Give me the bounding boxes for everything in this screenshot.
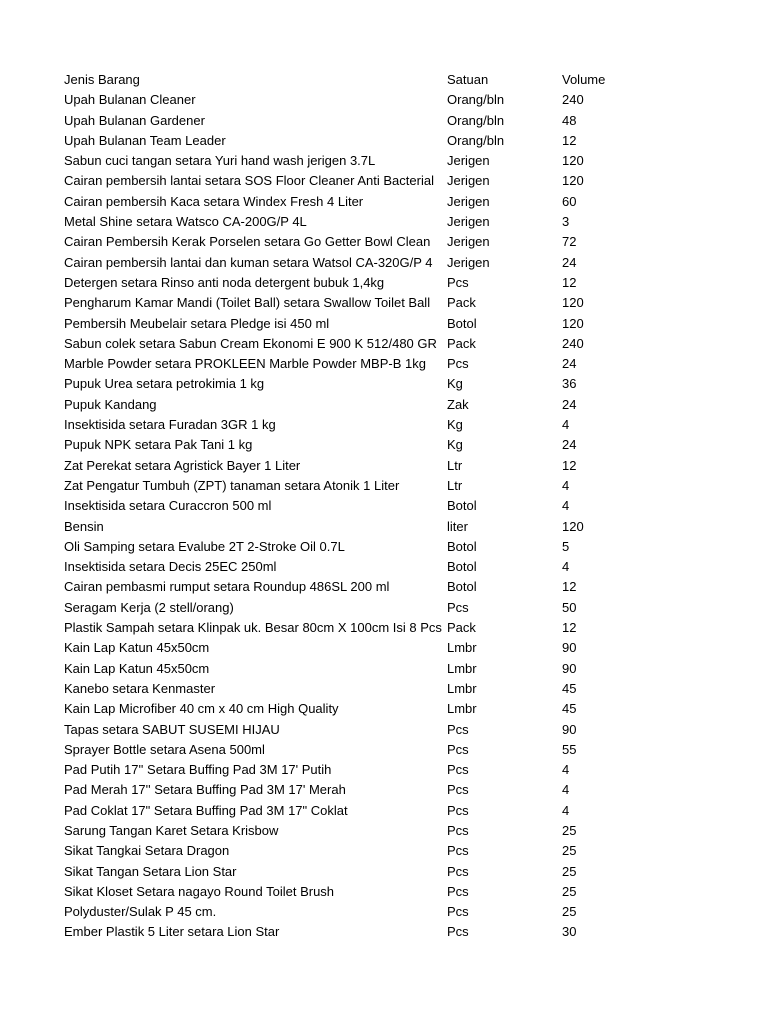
cell-unit: Botol <box>447 498 477 514</box>
cell-volume: 25 <box>562 843 577 859</box>
cell-volume: 12 <box>562 620 577 636</box>
cell-volume: 90 <box>562 640 577 656</box>
cell-item: Upah Bulanan Gardener <box>64 112 205 128</box>
cell-item: Insektisida setara Curaccron 500 ml <box>64 498 272 514</box>
table-row <box>64 253 744 273</box>
cell-item: Sikat Kloset Setara nagayo Round Toilet Brush <box>64 883 335 899</box>
cell-item: Sarung Tangan Karet Setara Krisbow <box>64 822 279 838</box>
cell-unit: Ltr <box>447 457 463 473</box>
table-row <box>64 232 744 252</box>
table-row <box>64 273 744 293</box>
cell-item: Ember Plastik 5 Liter setara Lion Star <box>64 924 280 940</box>
cell-item: Tapas setara SABUT SUSEMI HIJAU <box>64 721 280 737</box>
cell-volume: 4 <box>562 559 570 575</box>
cell-unit: Pcs <box>447 822 469 838</box>
cell-volume: 4 <box>562 498 570 514</box>
table-row <box>64 659 744 679</box>
cell-item: Sprayer Bottle setara Asena 500ml <box>64 741 265 757</box>
table-row <box>64 111 744 131</box>
cell-unit: Pcs <box>447 599 469 615</box>
cell-unit: Botol <box>447 559 477 575</box>
table-row <box>64 314 744 334</box>
cell-item: Cairan Pembersih Kerak Porselen setara Go Getter Bowl Clean <box>64 234 431 250</box>
cell-volume: 4 <box>562 762 570 778</box>
cell-unit: Jerigen <box>447 214 490 230</box>
cell-volume: 50 <box>562 599 577 615</box>
cell-unit: Pcs <box>447 782 469 798</box>
table-row <box>64 821 744 841</box>
cell-item: Insektisida setara Furadan 3GR 1 kg <box>64 417 276 433</box>
cell-item: Pupuk Urea setara petrokimia 1 kg <box>64 376 265 392</box>
header-unit: Satuan <box>447 72 489 87</box>
cell-unit: Pcs <box>447 274 469 290</box>
cell-unit: Lmbr <box>447 680 477 696</box>
cell-item: Sabun cuci tangan setara Yuri hand wash jerigen 3.7L <box>64 153 376 169</box>
table-row <box>64 354 744 374</box>
cell-volume: 12 <box>562 274 577 290</box>
cell-unit: Jerigen <box>447 254 490 270</box>
cell-item: Pad Coklat 17" Setara Buffing Pad 3M 17" Coklat <box>64 802 348 818</box>
cell-item: Pupuk Kandang <box>64 396 157 412</box>
cell-unit: Jerigen <box>447 234 490 250</box>
cell-volume: 55 <box>562 741 577 757</box>
cell-item: Sabun colek setara Sabun Cream Ekonomi E 900 K 512/480 GR <box>64 335 437 351</box>
cell-volume: 24 <box>562 356 577 372</box>
table-row <box>64 557 744 577</box>
cell-volume: 25 <box>562 904 577 920</box>
cell-volume: 120 <box>562 315 584 331</box>
table-row <box>64 496 744 516</box>
cell-unit: Orang/bln <box>447 132 505 148</box>
table-row <box>64 862 744 882</box>
cell-unit: Orang/bln <box>447 92 505 108</box>
cell-volume: 24 <box>562 396 577 412</box>
table-row <box>64 638 744 658</box>
cell-unit: Lmbr <box>447 640 477 656</box>
table-row <box>64 435 744 455</box>
cell-item: Plastik Sampah setara Klinpak uk. Besar 80cm X 100cm Isi 8 Pcs <box>64 620 442 636</box>
header-volume: Volume <box>562 72 606 87</box>
cell-unit: Kg <box>447 437 463 453</box>
cell-volume: 240 <box>562 335 584 351</box>
cell-volume: 60 <box>562 193 577 209</box>
cell-unit: Pack <box>447 620 476 636</box>
cell-unit: liter <box>447 518 468 534</box>
cell-unit: Botol <box>447 315 477 331</box>
cell-unit: Jerigen <box>447 193 490 209</box>
cell-item: Pupuk NPK setara Pak Tani 1 kg <box>64 437 253 453</box>
cell-volume: 90 <box>562 721 577 737</box>
cell-unit: Pcs <box>447 721 469 737</box>
cell-unit: Lmbr <box>447 701 477 717</box>
cell-unit: Pcs <box>447 356 469 372</box>
cell-volume: 240 <box>562 92 584 108</box>
table-row <box>64 780 744 800</box>
cell-item: Upah Bulanan Cleaner <box>64 92 196 108</box>
cell-item: Kain Lap Katun 45x50cm <box>64 660 210 676</box>
table-row <box>64 131 744 151</box>
table-row <box>64 537 744 557</box>
table-row <box>64 374 744 394</box>
table-row <box>64 171 744 191</box>
table-row <box>64 212 744 232</box>
cell-volume: 45 <box>562 701 577 717</box>
cell-item: Insektisida setara Decis 25EC 250ml <box>64 559 277 575</box>
cell-item: Sikat Tangkai Setara Dragon <box>64 843 230 859</box>
cell-item: Kain Lap Katun 45x50cm <box>64 640 210 656</box>
cell-item: Pad Putih 17'' Setara Buffing Pad 3M 17' Putih <box>64 762 332 778</box>
cell-unit: Pcs <box>447 904 469 920</box>
cell-volume: 25 <box>562 863 577 879</box>
cell-unit: Pcs <box>447 762 469 778</box>
cell-volume: 120 <box>562 173 584 189</box>
table-row <box>64 395 744 415</box>
cell-unit: Pack <box>447 295 476 311</box>
table-row <box>64 801 744 821</box>
cell-unit: Pcs <box>447 883 469 899</box>
table-row <box>64 151 744 171</box>
cell-unit: Pcs <box>447 802 469 818</box>
cell-item: Sikat Tangan Setara Lion Star <box>64 863 237 879</box>
table-row <box>64 598 744 618</box>
cell-item: Metal Shine setara Watsco CA-200G/P 4L <box>64 214 307 230</box>
table-row <box>64 720 744 740</box>
cell-unit: Pcs <box>447 843 469 859</box>
header-row <box>64 70 744 90</box>
cell-unit: Kg <box>447 376 463 392</box>
cell-unit: Lmbr <box>447 660 477 676</box>
cell-unit: Pcs <box>447 863 469 879</box>
cell-unit: Zak <box>447 396 469 412</box>
cell-volume: 3 <box>562 214 570 230</box>
cell-item: Seragam Kerja (2 stell/orang) <box>64 599 234 615</box>
table-row <box>64 517 744 537</box>
cell-item: Cairan pembersih lantai dan kuman setara Watsol CA-320G/P 4 <box>64 254 433 270</box>
cell-volume: 36 <box>562 376 577 392</box>
table-row <box>64 841 744 861</box>
cell-volume: 4 <box>562 802 570 818</box>
cell-item: Cairan pembersih lantai setara SOS Floor Cleaner Anti Bacterial <box>64 173 434 189</box>
cell-item: Marble Powder setara PROKLEEN Marble Powder MBP-B 1kg <box>64 356 426 372</box>
cell-item: Cairan pembasmi rumput setara Roundup 486SL 200 ml <box>64 579 390 595</box>
cell-volume: 48 <box>562 112 577 128</box>
cell-unit: Jerigen <box>447 153 490 169</box>
cell-volume: 4 <box>562 782 570 798</box>
cell-volume: 12 <box>562 132 577 148</box>
cell-item: Pengharum Kamar Mandi (Toilet Ball) setara Swallow Toilet Ball <box>64 295 431 311</box>
cell-volume: 25 <box>562 883 577 899</box>
cell-item: Cairan pembersih Kaca setara Windex Fresh 4 Liter <box>64 193 364 209</box>
table-row <box>64 293 744 313</box>
cell-item: Polyduster/Sulak P 45 cm. <box>64 904 217 920</box>
table-row <box>64 922 744 942</box>
table-body <box>64 90 744 942</box>
cell-item: Pad Merah 17'' Setara Buffing Pad 3M 17' Merah <box>64 782 346 798</box>
table-row <box>64 90 744 110</box>
table-row <box>64 456 744 476</box>
cell-unit: Botol <box>447 538 477 554</box>
table-row <box>64 476 744 496</box>
cell-volume: 120 <box>562 295 584 311</box>
table-row <box>64 577 744 597</box>
cell-unit: Pcs <box>447 924 469 940</box>
table-row <box>64 740 744 760</box>
table-row <box>64 415 744 435</box>
cell-item: Oli Samping setara Evalube 2T 2-Stroke Oil 0.7L <box>64 538 345 554</box>
cell-unit: Pack <box>447 335 476 351</box>
cell-volume: 30 <box>562 924 577 940</box>
cell-volume: 90 <box>562 660 577 676</box>
cell-unit: Orang/bln <box>447 112 505 128</box>
cell-unit: Pcs <box>447 741 469 757</box>
cell-unit: Kg <box>447 417 463 433</box>
table-row <box>64 618 744 638</box>
table-row <box>64 192 744 212</box>
cell-item: Kain Lap Microfiber 40 cm x 40 cm High Quality <box>64 701 339 717</box>
cell-volume: 24 <box>562 254 577 270</box>
cell-volume: 72 <box>562 234 577 250</box>
cell-volume: 25 <box>562 822 577 838</box>
cell-item: Zat Perekat setara Agristick Bayer 1 Liter <box>64 457 301 473</box>
cell-volume: 12 <box>562 457 577 473</box>
table-row <box>64 334 744 354</box>
cell-unit: Jerigen <box>447 173 490 189</box>
cell-unit: Botol <box>447 579 477 595</box>
table-row <box>64 882 744 902</box>
cell-volume: 24 <box>562 437 577 453</box>
cell-volume: 45 <box>562 680 577 696</box>
cell-volume: 4 <box>562 417 570 433</box>
table-row <box>64 679 744 699</box>
cell-volume: 120 <box>562 518 584 534</box>
table-row <box>64 902 744 922</box>
cell-item: Bensin <box>64 518 104 534</box>
cell-item: Detergen setara Rinso anti noda detergent bubuk 1,4kg <box>64 274 385 290</box>
cell-volume: 12 <box>562 579 577 595</box>
cell-volume: 5 <box>562 538 570 554</box>
table-row <box>64 699 744 719</box>
cell-volume: 120 <box>562 153 584 169</box>
cell-item: Kanebo setara Kenmaster <box>64 680 216 696</box>
cell-unit: Ltr <box>447 477 463 493</box>
table-row <box>64 760 744 780</box>
header-item: Jenis Barang <box>64 72 140 87</box>
cell-item: Upah Bulanan Team Leader <box>64 132 226 148</box>
cell-item: Pembersih Meubelair setara Pledge isi 450 ml <box>64 315 330 331</box>
cell-volume: 4 <box>562 477 570 493</box>
spreadsheet-table <box>64 70 744 943</box>
cell-item: Zat Pengatur Tumbuh (ZPT) tanaman setara Atonik 1 Liter <box>64 477 400 493</box>
